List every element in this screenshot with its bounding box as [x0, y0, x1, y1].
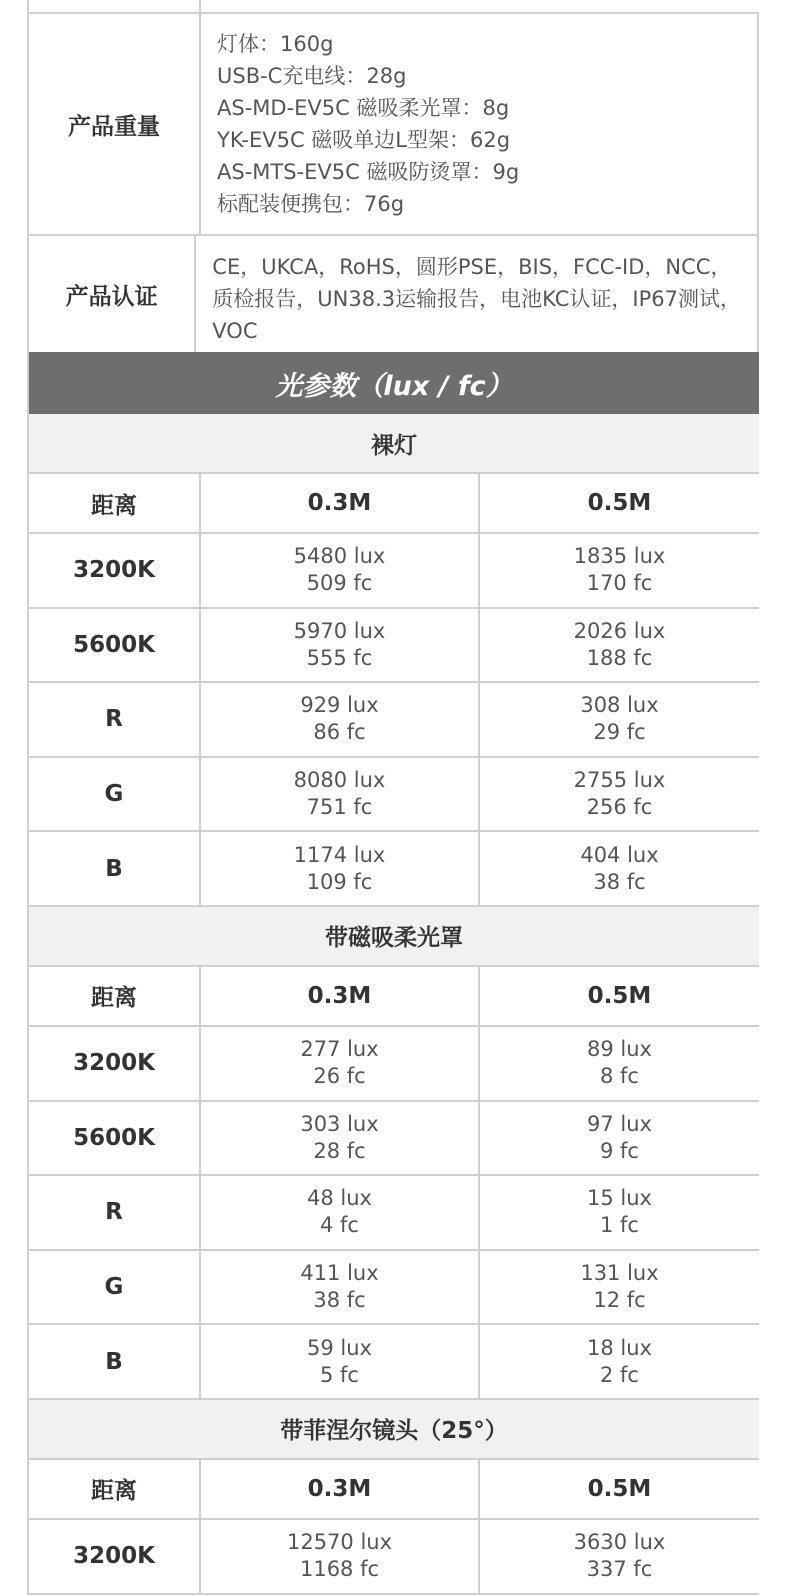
group-title: 带菲涅尔镜头（25°） — [29, 1400, 759, 1460]
fc-value: 1168 fc — [299, 1557, 380, 1582]
light-params-groups — [29, 414, 759, 1595]
table-row — [29, 683, 759, 758]
fc-value: 8 fc — [600, 1064, 639, 1089]
light-mode-label: 5600K — [29, 1102, 201, 1175]
light-mode-label: B — [29, 1325, 201, 1398]
table-row — [29, 534, 759, 609]
certification-line: 质检报告，UN38.3运输报告，电池KC认证，IP67测试， — [212, 287, 741, 311]
certification-label: 产品认证 — [29, 236, 196, 352]
distance-column-header: 0.3M — [201, 967, 480, 1025]
lux-value: 59 lux — [307, 1335, 372, 1360]
illuminance-cell — [480, 758, 759, 831]
lux-value: 1174 lux — [293, 842, 386, 867]
illuminance-cell — [480, 534, 759, 607]
spec-row-weight — [29, 14, 759, 236]
illuminance-cell — [201, 609, 480, 682]
weight-value — [201, 14, 757, 234]
weight-line: AS-MTS-EV5C 磁吸防烫罩：9g — [217, 160, 520, 184]
lux-value: 1835 lux — [573, 544, 666, 569]
weight-line: YK-EV5C 磁吸单边L型架：62g — [217, 128, 511, 152]
illuminance-cell — [480, 1102, 759, 1175]
table-row — [29, 609, 759, 684]
fc-value: 555 fc — [306, 645, 373, 670]
illuminance-cell — [201, 1102, 480, 1175]
fc-value: 109 fc — [306, 869, 373, 894]
illuminance-cell — [480, 832, 759, 905]
fc-value: 9 fc — [600, 1138, 639, 1163]
table-row — [29, 758, 759, 833]
lux-value: 97 lux — [587, 1111, 652, 1136]
certification-line: CE，UKCA，RoHS，圆形PSE，BIS，FCC-ID，NCC， — [212, 255, 732, 279]
illuminance-cell — [480, 1027, 759, 1100]
spec-value-previous — [201, 0, 759, 12]
illuminance-cell — [480, 609, 759, 682]
fc-value: 751 fc — [306, 795, 373, 820]
illuminance-cell — [201, 1027, 480, 1100]
illuminance-cell — [201, 758, 480, 831]
lux-value: 277 lux — [300, 1037, 379, 1062]
certification-line: VOC — [212, 319, 258, 343]
distance-header: 距离 — [29, 967, 201, 1025]
spec-table — [27, 0, 759, 1595]
weight-line: AS-MD-EV5C 磁吸柔光罩：8g — [217, 96, 510, 120]
distance-column-header: 0.3M — [201, 1460, 480, 1518]
lux-value: 89 lux — [587, 1037, 652, 1062]
illuminance-cell — [201, 1176, 480, 1249]
illuminance-cell — [201, 832, 480, 905]
lux-value: 929 lux — [300, 693, 379, 718]
fc-value: 29 fc — [593, 720, 646, 745]
lux-value: 2026 lux — [573, 618, 666, 643]
distance-header: 距离 — [29, 1460, 201, 1518]
lux-value: 8080 lux — [293, 768, 386, 793]
illuminance-cell — [201, 1325, 480, 1398]
fc-value: 86 fc — [313, 720, 366, 745]
lux-value: 2755 lux — [573, 768, 666, 793]
light-mode-label: 3200K — [29, 534, 201, 607]
light-mode-label: G — [29, 758, 201, 831]
lux-value: 3630 lux — [573, 1530, 666, 1555]
lux-value: 303 lux — [300, 1111, 379, 1136]
light-mode-label: B — [29, 832, 201, 905]
weight-label: 产品重量 — [29, 14, 201, 234]
illuminance-cell — [201, 534, 480, 607]
distance-column-header: 0.5M — [587, 982, 652, 1009]
table-row — [29, 1520, 759, 1595]
fc-value: 38 fc — [593, 869, 646, 894]
table-row — [29, 1176, 759, 1251]
table-header-row — [29, 967, 759, 1027]
fc-value: 4 fc — [320, 1213, 359, 1238]
fc-value: 5 fc — [320, 1362, 359, 1387]
spec-row-certification — [29, 236, 759, 352]
illuminance-cell — [480, 1520, 759, 1593]
fc-value: 12 fc — [593, 1288, 646, 1313]
fc-value: 26 fc — [313, 1064, 366, 1089]
fc-value: 337 fc — [586, 1557, 653, 1582]
lux-value: 5480 lux — [293, 544, 386, 569]
lux-value: 48 lux — [307, 1186, 372, 1211]
spec-row-previous — [29, 0, 759, 14]
light-mode-label: 3200K — [29, 1027, 201, 1100]
spec-label-previous — [29, 0, 201, 12]
lux-value: 15 lux — [587, 1186, 652, 1211]
table-row — [29, 1027, 759, 1102]
light-mode-label: 3200K — [29, 1520, 201, 1593]
fc-value: 1 fc — [600, 1213, 639, 1238]
weight-line: USB-C充电线：28g — [217, 64, 407, 88]
light-mode-label: R — [29, 683, 201, 756]
lux-value: 18 lux — [587, 1335, 652, 1360]
lux-value: 404 lux — [580, 842, 659, 867]
distance-column-header: 0.5M — [587, 1475, 652, 1502]
distance-header: 距离 — [29, 474, 201, 532]
group-title: 带磁吸柔光罩 — [29, 907, 759, 967]
illuminance-cell — [480, 1176, 759, 1249]
weight-line: 灯体：160g — [217, 32, 334, 56]
light-params-header: 光参数（lux / fc） — [29, 352, 759, 414]
fc-value: 256 fc — [586, 795, 653, 820]
light-mode-label: R — [29, 1176, 201, 1249]
fc-value: 38 fc — [313, 1288, 366, 1313]
distance-column-header: 0.5M — [587, 490, 652, 516]
lux-value: 131 lux — [580, 1261, 659, 1286]
illuminance-cell — [201, 683, 480, 756]
illuminance-cell — [480, 1251, 759, 1324]
table-row — [29, 1102, 759, 1177]
distance-column-header: 0.3M — [201, 474, 480, 532]
light-mode-label: G — [29, 1251, 201, 1324]
lux-value: 411 lux — [300, 1261, 379, 1286]
fc-value: 188 fc — [586, 645, 653, 670]
fc-value: 2 fc — [600, 1362, 639, 1387]
weight-line: 标配装便携包：76g — [217, 192, 405, 216]
fc-value: 28 fc — [313, 1138, 366, 1163]
lux-value: 308 lux — [580, 693, 659, 718]
table-row — [29, 1251, 759, 1326]
illuminance-cell — [201, 1251, 480, 1324]
lux-value: 5970 lux — [293, 618, 386, 643]
light-mode-label: 5600K — [29, 609, 201, 682]
fc-value: 170 fc — [586, 571, 653, 596]
fc-value: 509 fc — [306, 571, 373, 596]
table-row — [29, 832, 759, 907]
illuminance-cell — [480, 1325, 759, 1398]
table-header-row — [29, 474, 759, 534]
group-title: 裸灯 — [29, 414, 759, 474]
table-row — [29, 1325, 759, 1400]
illuminance-cell — [480, 683, 759, 756]
table-header-row — [29, 1460, 759, 1520]
illuminance-cell — [201, 1520, 480, 1593]
certification-value — [196, 236, 757, 352]
lux-value: 12570 lux — [286, 1530, 393, 1555]
